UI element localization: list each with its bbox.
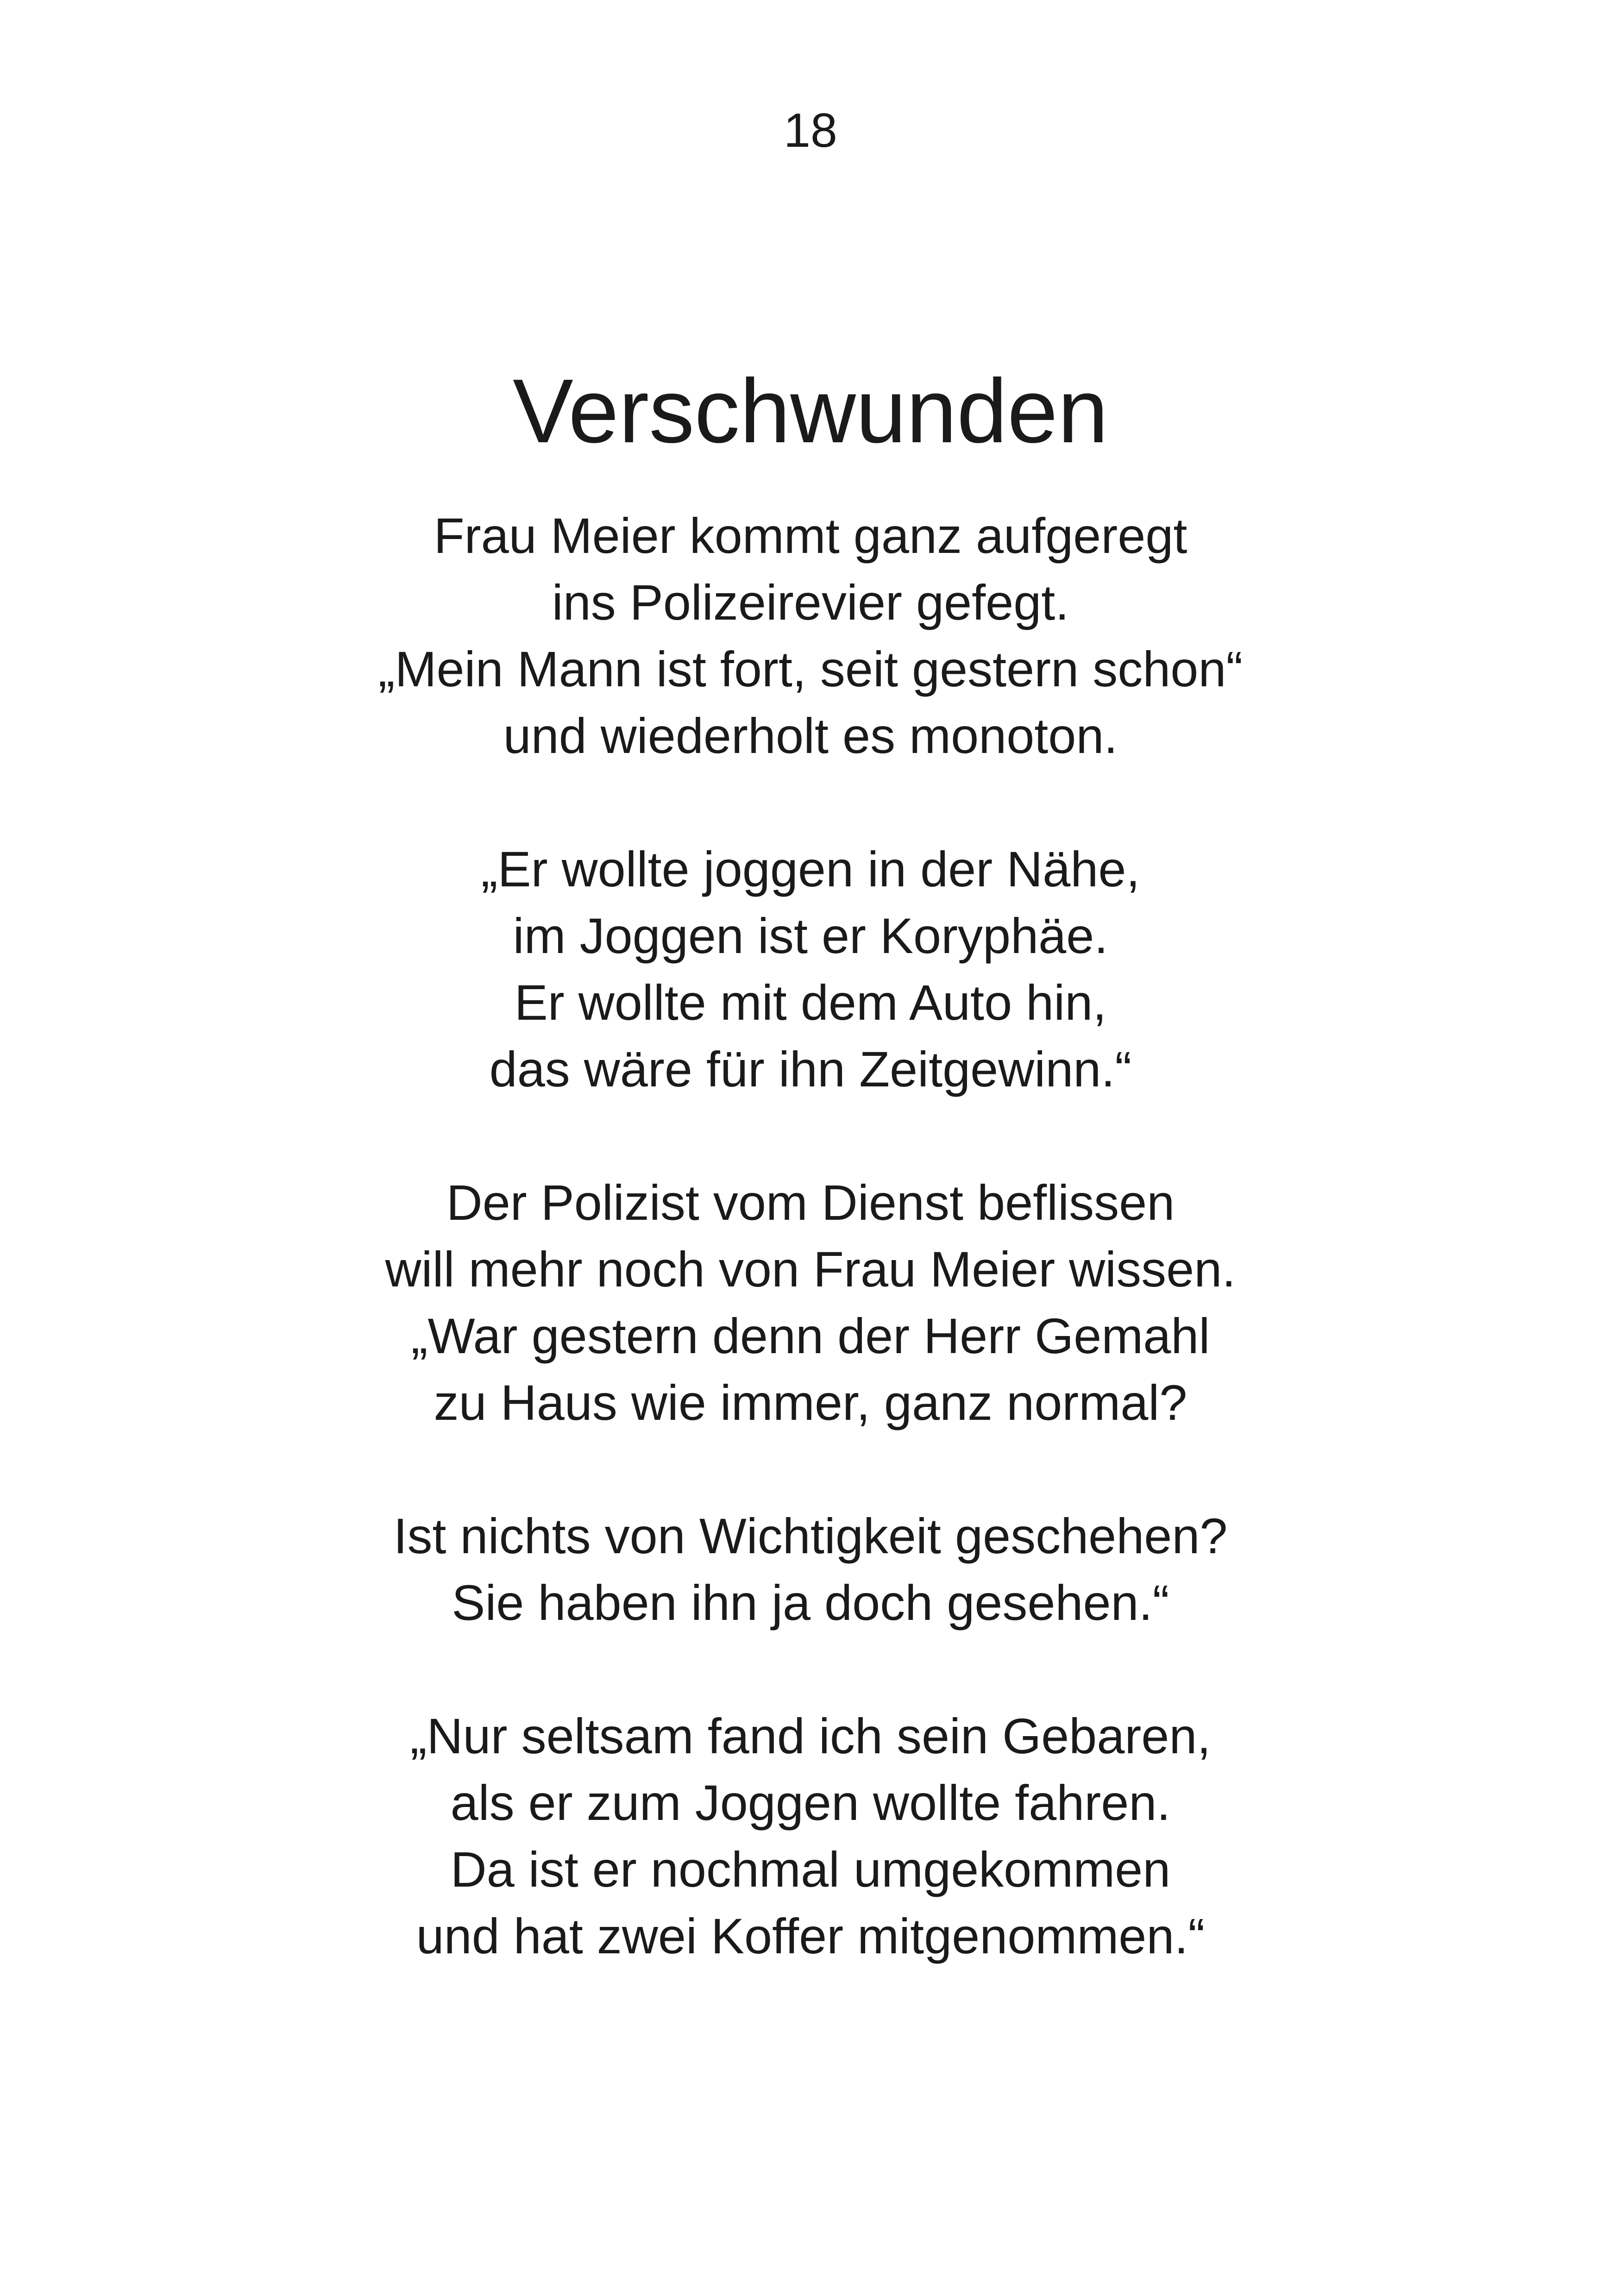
poem-line: „Mein Mann ist fort, seit gestern schon“ xyxy=(378,641,1243,697)
poem-line: im Joggen ist er Koryphäe. xyxy=(513,908,1108,964)
poem-line: Da ist er nochmal umgekommen xyxy=(450,1841,1171,1897)
poem-line: Der Polizist vom Dienst beflissen xyxy=(446,1174,1175,1230)
page-number: 18 xyxy=(784,104,837,157)
poem-line: „War gestern denn der Herr Gemahl xyxy=(411,1308,1210,1364)
poem-line: und hat zwei Koffer mitgenommen.“ xyxy=(416,1908,1205,1964)
poem-line: Sie haben ihn ja doch gesehen.“ xyxy=(452,1575,1169,1631)
poem-title: Verschwunden xyxy=(513,360,1108,462)
poem-line: ins Polizeirevier gefegt. xyxy=(552,574,1069,630)
poem-line: „Nur seltsam fand ich sein Gebaren, xyxy=(410,1708,1211,1764)
poem-line: und wiederholt es monoton. xyxy=(503,708,1118,764)
poem-body xyxy=(0,502,1621,2036)
poem-line: Ist nichts von Wichtigkeit geschehen? xyxy=(393,1508,1228,1564)
poem-line: zu Haus wie immer, ganz normal? xyxy=(434,1374,1187,1430)
stanza-4 xyxy=(0,1503,1621,1636)
poem-line: Er wollte mit dem Auto hin, xyxy=(514,974,1107,1030)
stanza-3 xyxy=(0,1169,1621,1436)
poem-line: als er zum Joggen wollte fahren. xyxy=(450,1775,1171,1831)
stanza-1 xyxy=(0,502,1621,769)
poem-line: Frau Meier kommt ganz aufgeregt xyxy=(434,508,1187,564)
poem-line: will mehr noch von Frau Meier wissen. xyxy=(385,1241,1236,1297)
stanza-5 xyxy=(0,1703,1621,1970)
poem-line: „Er wollte joggen in der Nähe, xyxy=(481,841,1140,897)
poem-line: das wäre für ihn Zeitgewinn.“ xyxy=(489,1041,1132,1097)
stanza-2 xyxy=(0,836,1621,1103)
